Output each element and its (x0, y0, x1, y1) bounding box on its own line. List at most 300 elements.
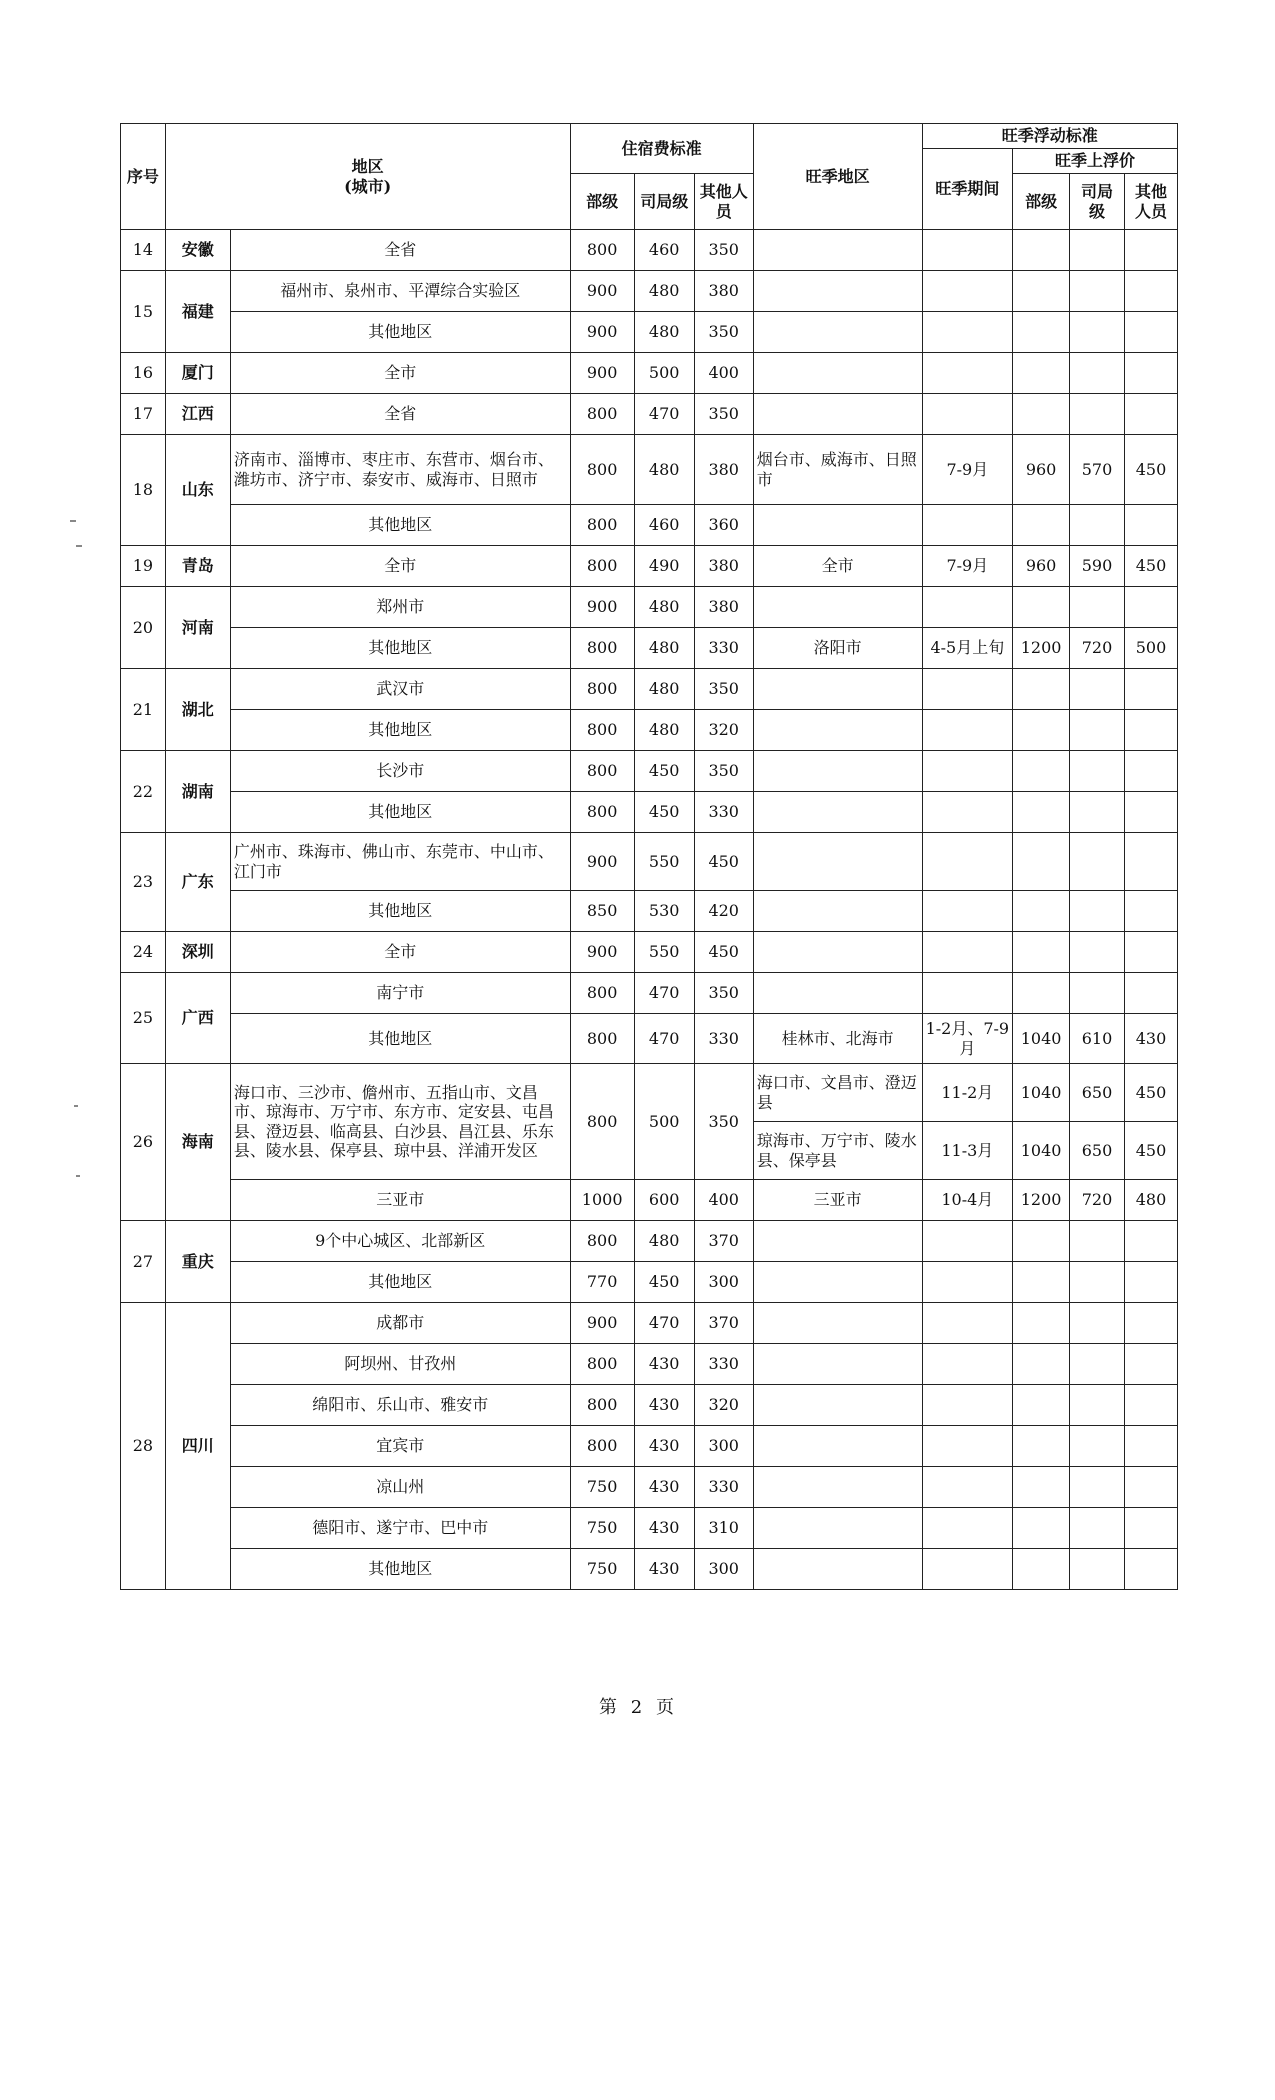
peak-period-cell (922, 587, 1013, 628)
city-cell: 其他地区 (230, 891, 570, 932)
seq-cell: 14 (121, 230, 166, 271)
province-cell: 河南 (165, 587, 230, 669)
peak-ministry-cell (1013, 394, 1070, 435)
header-level-other: 其他人员 (694, 174, 753, 230)
peak-bureau-cell: 720 (1070, 1180, 1125, 1221)
peak-region-cell (753, 751, 922, 792)
ministry-cell: 800 (570, 435, 634, 505)
city-cell: 其他地区 (230, 505, 570, 546)
header-peak-float-standard: 旺季浮动标准 (922, 124, 1177, 149)
header-level-bureau: 司局级 (634, 174, 694, 230)
other-cell: 380 (694, 546, 753, 587)
city-cell: 全市 (230, 353, 570, 394)
peak-ministry-cell: 1040 (1013, 1064, 1070, 1122)
city-cell: 其他地区 (230, 792, 570, 833)
table-row (121, 1303, 1178, 1344)
ministry-cell: 800 (570, 973, 634, 1014)
bureau-cell: 500 (634, 1064, 694, 1180)
ministry-cell: 800 (570, 710, 634, 751)
peak-period-cell (922, 353, 1013, 394)
peak-ministry-cell (1013, 1549, 1070, 1590)
ministry-cell: 800 (570, 1385, 634, 1426)
seq-cell: 16 (121, 353, 166, 394)
bureau-cell: 470 (634, 973, 694, 1014)
other-cell: 310 (694, 1508, 753, 1549)
seq-cell: 27 (121, 1221, 166, 1303)
peak-period-cell (922, 1508, 1013, 1549)
other-cell: 370 (694, 1303, 753, 1344)
header-peak-level-other: 其他人员 (1124, 174, 1177, 230)
header-region (165, 124, 570, 230)
ministry-cell: 900 (570, 312, 634, 353)
bureau-cell: 480 (634, 628, 694, 669)
table-row (121, 546, 1178, 587)
peak-bureau-cell (1070, 891, 1125, 932)
other-cell: 370 (694, 1221, 753, 1262)
peak-other-cell (1124, 833, 1177, 891)
table-row (121, 1467, 1178, 1508)
other-cell: 330 (694, 628, 753, 669)
peak-ministry-cell (1013, 710, 1070, 751)
peak-other-cell: 430 (1124, 1014, 1177, 1064)
other-cell: 330 (694, 1467, 753, 1508)
city-cell: 凉山州 (230, 1467, 570, 1508)
peak-ministry-cell (1013, 312, 1070, 353)
other-cell: 350 (694, 1064, 753, 1180)
peak-ministry-cell (1013, 1385, 1070, 1426)
peak-period-cell: 7-9月 (922, 546, 1013, 587)
peak-period-cell (922, 833, 1013, 891)
peak-period-cell (922, 230, 1013, 271)
peak-region-cell (753, 505, 922, 546)
other-cell: 300 (694, 1426, 753, 1467)
peak-ministry-cell (1013, 1467, 1070, 1508)
bureau-cell: 550 (634, 833, 694, 891)
seq-cell: 26 (121, 1064, 166, 1221)
peak-period-cell (922, 394, 1013, 435)
bureau-cell: 430 (634, 1467, 694, 1508)
peak-bureau-cell (1070, 271, 1125, 312)
other-cell: 330 (694, 1014, 753, 1064)
header-peak-region: 旺季地区 (753, 124, 922, 230)
bureau-cell: 500 (634, 353, 694, 394)
peak-bureau-cell (1070, 1385, 1125, 1426)
other-cell: 330 (694, 1344, 753, 1385)
city-cell: 长沙市 (230, 751, 570, 792)
bureau-cell: 480 (634, 710, 694, 751)
other-cell: 380 (694, 271, 753, 312)
peak-other-cell (1124, 1467, 1177, 1508)
peak-ministry-cell: 1040 (1013, 1014, 1070, 1064)
peak-other-cell (1124, 1426, 1177, 1467)
peak-ministry-cell (1013, 353, 1070, 394)
bureau-cell: 530 (634, 891, 694, 932)
page-footer (0, 1693, 1275, 1719)
seq-cell: 19 (121, 546, 166, 587)
province-cell: 厦门 (165, 353, 230, 394)
peak-other-cell (1124, 230, 1177, 271)
table-row (121, 1180, 1178, 1221)
peak-period-cell (922, 751, 1013, 792)
scan-speck (70, 520, 76, 522)
header-lodging-standard: 住宿费标准 (570, 124, 753, 174)
province-cell: 海南 (165, 1064, 230, 1221)
peak-ministry-cell (1013, 230, 1070, 271)
bureau-cell: 600 (634, 1180, 694, 1221)
peak-other-cell (1124, 312, 1177, 353)
peak-region-cell (753, 587, 922, 628)
table-row (121, 891, 1178, 932)
peak-bureau-cell: 610 (1070, 1014, 1125, 1064)
ministry-cell: 800 (570, 669, 634, 710)
header-region-sub: (城市) (344, 176, 392, 196)
peak-ministry-cell: 960 (1013, 546, 1070, 587)
city-cell: 全省 (230, 394, 570, 435)
peak-region-cell: 全市 (753, 546, 922, 587)
peak-bureau-cell: 590 (1070, 546, 1125, 587)
city-cell: 其他地区 (230, 312, 570, 353)
seq-cell: 28 (121, 1303, 166, 1590)
peak-bureau-cell: 570 (1070, 435, 1125, 505)
table-row (121, 1549, 1178, 1590)
table-row (121, 1221, 1178, 1262)
peak-period-cell (922, 271, 1013, 312)
peak-other-cell (1124, 973, 1177, 1014)
other-cell: 380 (694, 435, 753, 505)
peak-period-cell (922, 710, 1013, 751)
peak-bureau-cell (1070, 1467, 1125, 1508)
ministry-cell: 900 (570, 833, 634, 891)
peak-period-cell (922, 1262, 1013, 1303)
peak-region-cell (753, 1426, 922, 1467)
ministry-cell: 770 (570, 1262, 634, 1303)
peak-other-cell: 450 (1124, 1064, 1177, 1122)
city-cell: 阿坝州、甘孜州 (230, 1344, 570, 1385)
peak-region-cell: 桂林市、北海市 (753, 1014, 922, 1064)
province-cell: 重庆 (165, 1221, 230, 1303)
peak-bureau-cell (1070, 353, 1125, 394)
bureau-cell: 480 (634, 435, 694, 505)
peak-bureau-cell (1070, 230, 1125, 271)
province-cell: 江西 (165, 394, 230, 435)
table-row (121, 792, 1178, 833)
peak-other-cell (1124, 394, 1177, 435)
seq-cell: 22 (121, 751, 166, 833)
city-cell: 成都市 (230, 1303, 570, 1344)
peak-other-cell (1124, 587, 1177, 628)
ministry-cell: 900 (570, 1303, 634, 1344)
peak-other-cell (1124, 891, 1177, 932)
bureau-cell: 470 (634, 394, 694, 435)
table-row (121, 1344, 1178, 1385)
peak-region-cell: 琼海市、万宁市、陵水县、保亭县 (753, 1122, 922, 1180)
ministry-cell: 800 (570, 230, 634, 271)
city-cell: 其他地区 (230, 1262, 570, 1303)
peak-other-cell (1124, 1303, 1177, 1344)
peak-region-cell (753, 312, 922, 353)
peak-bureau-cell: 650 (1070, 1122, 1125, 1180)
peak-bureau-cell (1070, 1303, 1125, 1344)
peak-ministry-cell (1013, 1344, 1070, 1385)
other-cell: 400 (694, 353, 753, 394)
peak-other-cell (1124, 1385, 1177, 1426)
page-prefix: 第 (599, 1697, 620, 1718)
ministry-cell: 900 (570, 932, 634, 973)
table-row (121, 1014, 1178, 1064)
peak-other-cell (1124, 1549, 1177, 1590)
bureau-cell: 450 (634, 751, 694, 792)
peak-other-cell (1124, 710, 1177, 751)
table-row (121, 353, 1178, 394)
header-peak-period: 旺季期间 (922, 149, 1013, 230)
peak-ministry-cell (1013, 1262, 1070, 1303)
peak-region-cell (753, 230, 922, 271)
ministry-cell: 900 (570, 271, 634, 312)
province-cell: 广西 (165, 973, 230, 1064)
peak-period-cell (922, 1344, 1013, 1385)
ministry-cell: 900 (570, 353, 634, 394)
peak-bureau-cell (1070, 1262, 1125, 1303)
peak-bureau-cell (1070, 669, 1125, 710)
peak-region-cell (753, 1262, 922, 1303)
peak-bureau-cell (1070, 1344, 1125, 1385)
peak-bureau-cell (1070, 312, 1125, 353)
peak-other-cell (1124, 669, 1177, 710)
seq-cell: 25 (121, 973, 166, 1064)
bureau-cell: 480 (634, 312, 694, 353)
peak-ministry-cell (1013, 1508, 1070, 1549)
peak-bureau-cell (1070, 751, 1125, 792)
page-number: 2 (630, 1697, 645, 1718)
province-cell: 深圳 (165, 932, 230, 973)
peak-ministry-cell (1013, 587, 1070, 628)
header-peak-increase: 旺季上浮价 (1013, 149, 1178, 174)
seq-cell: 15 (121, 271, 166, 353)
peak-bureau-cell (1070, 394, 1125, 435)
city-cell: 南宁市 (230, 973, 570, 1014)
other-cell: 360 (694, 505, 753, 546)
bureau-cell: 480 (634, 1221, 694, 1262)
ministry-cell: 800 (570, 792, 634, 833)
city-cell: 其他地区 (230, 1014, 570, 1064)
table-row (121, 833, 1178, 891)
bureau-cell: 460 (634, 230, 694, 271)
peak-bureau-cell (1070, 973, 1125, 1014)
header-peak-level-ministry: 部级 (1013, 174, 1070, 230)
city-cell: 三亚市 (230, 1180, 570, 1221)
ministry-cell: 800 (570, 1064, 634, 1180)
peak-bureau-cell (1070, 1426, 1125, 1467)
peak-other-cell (1124, 353, 1177, 394)
ministry-cell: 750 (570, 1508, 634, 1549)
peak-period-cell: 4-5月上旬 (922, 628, 1013, 669)
ministry-cell: 800 (570, 628, 634, 669)
peak-region-cell (753, 394, 922, 435)
peak-ministry-cell (1013, 1426, 1070, 1467)
peak-other-cell: 450 (1124, 435, 1177, 505)
city-cell: 9个中心城区、北部新区 (230, 1221, 570, 1262)
peak-other-cell: 480 (1124, 1180, 1177, 1221)
ministry-cell: 800 (570, 1221, 634, 1262)
peak-other-cell (1124, 932, 1177, 973)
city-cell: 广州市、珠海市、佛山市、东莞市、中山市、江门市 (230, 833, 570, 891)
peak-region-cell (753, 792, 922, 833)
peak-region-cell (753, 1221, 922, 1262)
ministry-cell: 1000 (570, 1180, 634, 1221)
peak-period-cell (922, 505, 1013, 546)
table-row (121, 973, 1178, 1014)
peak-ministry-cell: 1200 (1013, 1180, 1070, 1221)
peak-ministry-cell (1013, 669, 1070, 710)
province-cell: 山东 (165, 435, 230, 546)
peak-period-cell (922, 973, 1013, 1014)
seq-cell: 20 (121, 587, 166, 669)
peak-period-cell (922, 792, 1013, 833)
ministry-cell: 750 (570, 1549, 634, 1590)
peak-region-cell (753, 271, 922, 312)
peak-region-cell (753, 1385, 922, 1426)
table-row (121, 1064, 1178, 1122)
other-cell: 330 (694, 792, 753, 833)
header-level-ministry: 部级 (570, 174, 634, 230)
peak-other-cell (1124, 505, 1177, 546)
lodging-standard-table (120, 123, 1178, 1590)
peak-ministry-cell (1013, 1303, 1070, 1344)
peak-period-cell (922, 1549, 1013, 1590)
peak-ministry-cell: 960 (1013, 435, 1070, 505)
peak-ministry-cell (1013, 833, 1070, 891)
ministry-cell: 800 (570, 505, 634, 546)
peak-period-cell (922, 1385, 1013, 1426)
peak-ministry-cell (1013, 271, 1070, 312)
city-cell: 全市 (230, 932, 570, 973)
other-cell: 350 (694, 669, 753, 710)
peak-period-cell: 1-2月、7-9月 (922, 1014, 1013, 1064)
peak-period-cell: 10-4月 (922, 1180, 1013, 1221)
city-cell: 德阳市、遂宁市、巴中市 (230, 1508, 570, 1549)
table-row (121, 628, 1178, 669)
table-row (121, 1508, 1178, 1549)
table-row (121, 505, 1178, 546)
seq-cell: 21 (121, 669, 166, 751)
peak-ministry-cell (1013, 1221, 1070, 1262)
peak-other-cell (1124, 1344, 1177, 1385)
ministry-cell: 800 (570, 546, 634, 587)
peak-bureau-cell (1070, 1549, 1125, 1590)
table-row (121, 394, 1178, 435)
peak-region-cell (753, 353, 922, 394)
table-row (121, 710, 1178, 751)
other-cell: 350 (694, 973, 753, 1014)
peak-period-cell (922, 1303, 1013, 1344)
table-row (121, 435, 1178, 505)
peak-other-cell (1124, 751, 1177, 792)
scan-speck (76, 545, 82, 547)
bureau-cell: 430 (634, 1549, 694, 1590)
bureau-cell: 430 (634, 1344, 694, 1385)
peak-region-cell: 烟台市、威海市、日照市 (753, 435, 922, 505)
peak-region-cell (753, 891, 922, 932)
other-cell: 350 (694, 230, 753, 271)
seq-cell: 18 (121, 435, 166, 546)
table-row (121, 271, 1178, 312)
province-cell: 湖南 (165, 751, 230, 833)
bureau-cell: 480 (634, 271, 694, 312)
other-cell: 350 (694, 312, 753, 353)
scan-speck (74, 1105, 78, 1107)
page-suffix: 页 (655, 1697, 676, 1718)
peak-region-cell (753, 932, 922, 973)
peak-other-cell: 450 (1124, 1122, 1177, 1180)
province-cell: 四川 (165, 1303, 230, 1590)
province-cell: 湖北 (165, 669, 230, 751)
peak-ministry-cell (1013, 792, 1070, 833)
peak-period-cell: 11-3月 (922, 1122, 1013, 1180)
peak-region-cell: 洛阳市 (753, 628, 922, 669)
header-peak-level-bureau: 司局级 (1070, 174, 1125, 230)
province-cell: 安徽 (165, 230, 230, 271)
table-row (121, 1426, 1178, 1467)
table-row (121, 1262, 1178, 1303)
peak-bureau-cell (1070, 710, 1125, 751)
province-cell: 青岛 (165, 546, 230, 587)
peak-ministry-cell: 1200 (1013, 628, 1070, 669)
peak-period-cell (922, 1426, 1013, 1467)
scan-speck (76, 1175, 80, 1177)
peak-ministry-cell (1013, 891, 1070, 932)
other-cell: 450 (694, 833, 753, 891)
table-row (121, 1385, 1178, 1426)
ministry-cell: 800 (570, 394, 634, 435)
peak-region-cell (753, 1344, 922, 1385)
city-cell: 其他地区 (230, 628, 570, 669)
other-cell: 320 (694, 1385, 753, 1426)
bureau-cell: 480 (634, 587, 694, 628)
peak-bureau-cell (1070, 587, 1125, 628)
peak-ministry-cell (1013, 932, 1070, 973)
table-row (121, 230, 1178, 271)
ministry-cell: 900 (570, 587, 634, 628)
seq-cell: 17 (121, 394, 166, 435)
peak-period-cell (922, 932, 1013, 973)
peak-period-cell: 11-2月 (922, 1064, 1013, 1122)
province-cell: 福建 (165, 271, 230, 353)
table-row (121, 312, 1178, 353)
city-cell: 宜宾市 (230, 1426, 570, 1467)
peak-bureau-cell (1070, 833, 1125, 891)
peak-period-cell (922, 312, 1013, 353)
header-region-title: 地区 (351, 157, 384, 177)
bureau-cell: 490 (634, 546, 694, 587)
city-cell: 福州市、泉州市、平潭综合实验区 (230, 271, 570, 312)
bureau-cell: 470 (634, 1014, 694, 1064)
city-cell: 海口市、三沙市、儋州市、五指山市、文昌市、琼海市、万宁市、东方市、定安县、屯昌县、澄迈县、临高县、白沙县、昌江县、乐东县、陵水县、保亭县、琼中县、洋浦开发区 (230, 1064, 570, 1180)
peak-ministry-cell (1013, 973, 1070, 1014)
ministry-cell: 750 (570, 1467, 634, 1508)
peak-bureau-cell (1070, 1221, 1125, 1262)
peak-other-cell (1124, 792, 1177, 833)
peak-period-cell (922, 1221, 1013, 1262)
peak-period-cell (922, 1467, 1013, 1508)
other-cell: 450 (694, 932, 753, 973)
bureau-cell: 430 (634, 1508, 694, 1549)
other-cell: 420 (694, 891, 753, 932)
peak-region-cell (753, 973, 922, 1014)
peak-bureau-cell: 720 (1070, 628, 1125, 669)
peak-other-cell (1124, 1262, 1177, 1303)
peak-bureau-cell (1070, 792, 1125, 833)
peak-other-cell (1124, 271, 1177, 312)
